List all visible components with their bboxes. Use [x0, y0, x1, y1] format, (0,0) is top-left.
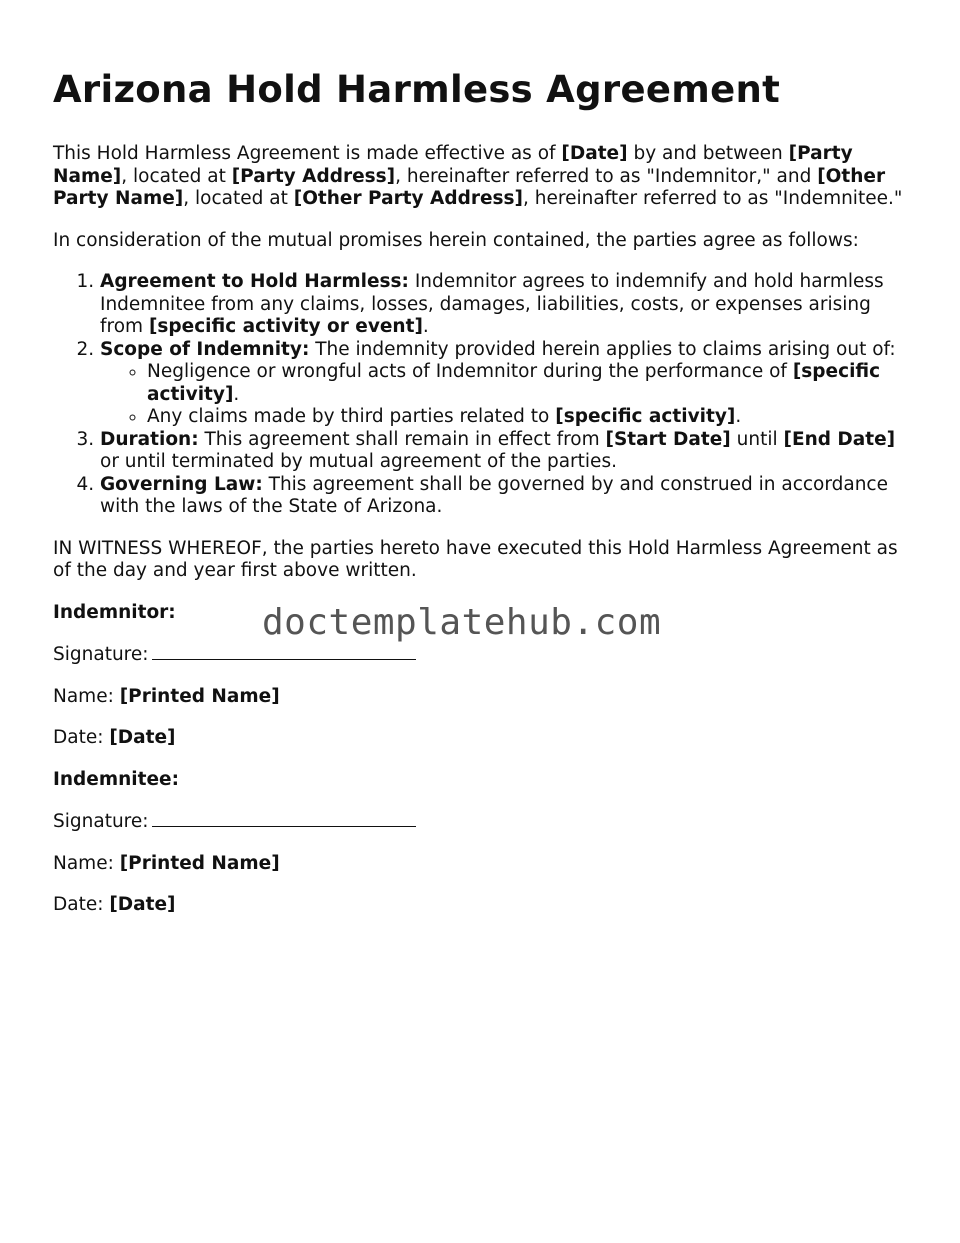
signature-line [152, 810, 416, 827]
scope-item-text: . [735, 406, 742, 427]
printed-name-placeholder: [Printed Name] [119, 685, 280, 707]
clauses-list [53, 271, 913, 519]
document-page [53, 62, 913, 936]
clause-text: or until terminated by mutual agreement of the parties. [100, 451, 617, 472]
name-label: Name: [53, 685, 114, 707]
clause-text: The indemnity provided herein applies to claims arising out of: [309, 338, 896, 360]
scope-item-third-party [147, 406, 913, 429]
end-date-placeholder: [End Date] [783, 428, 896, 450]
indemnitee-date-row [53, 894, 913, 917]
intro-text-2: by and between [627, 143, 789, 164]
indemnitor-signature-row [53, 643, 913, 667]
activity-placeholder: [specific activity] [147, 361, 881, 405]
intro-text-3: , located at [121, 165, 232, 187]
party-address-placeholder: [Party Address] [231, 165, 396, 187]
indemnitee-signature-row [53, 810, 913, 834]
intro-text-5: , located at [183, 188, 294, 209]
clause-text: . [422, 316, 429, 337]
indemnitor-name-row [53, 686, 913, 709]
consideration-paragraph: In consideration of the mutual promises herein contained, the parties agree as follows: [53, 229, 859, 251]
date-placeholder: [Date] [109, 894, 176, 915]
signature-label: Signature: [53, 811, 149, 832]
party-name-placeholder: [Party Name] [53, 143, 853, 187]
effective-date-placeholder: [Date] [561, 143, 628, 164]
indemnitee-name-row [53, 853, 913, 876]
clause-hold-harmless [100, 271, 913, 339]
scope-sublist [100, 361, 913, 429]
clause-heading: Duration: [100, 428, 199, 450]
scope-item-text: Any claims made by third parties related to [147, 406, 556, 427]
activity-placeholder: [specific activity] [555, 406, 736, 427]
indemnitee-heading: Indemnitee: [53, 768, 179, 790]
signature-label: Signature: [53, 644, 149, 665]
clause-heading: Scope of Indemnity: [100, 338, 310, 360]
printed-name-placeholder: [Printed Name] [119, 852, 280, 874]
scope-item-text: Negligence or wrongful acts of Indemnitor during the performance of [147, 361, 793, 382]
date-label: Date: [53, 894, 104, 915]
intro-text-4: , hereinafter referred to as "Indemnitor," and [395, 165, 818, 187]
clause-scope-of-indemnity [100, 339, 913, 429]
name-label: Name: [53, 852, 114, 874]
clause-text: This agreement shall be governed by and construed in accordance with the laws of the State of Arizona. [100, 473, 888, 517]
witness-paragraph: IN WITNESS WHEREOF, the parties hereto have executed this Hold Harmless Agreement as of the day and year first above written. [53, 537, 898, 581]
clause-text: until [730, 428, 784, 450]
clause-heading: Governing Law: [100, 473, 263, 495]
indemnitee-label [53, 769, 913, 792]
date-placeholder: [Date] [109, 727, 176, 748]
clause-text: Indemnitor agrees to indemnify and hold harmless Indemnitee from any claims, losses, damages, liabilities, costs, or expenses arising from [100, 271, 884, 337]
intro-text-1: This Hold Harmless Agreement is made effective as of [53, 143, 562, 164]
intro-paragraph [53, 143, 913, 211]
scope-item-text: . [233, 383, 240, 405]
date-label: Date: [53, 727, 104, 748]
document-title: Arizona Hold Harmless Agreement [53, 68, 781, 111]
clause-heading: Agreement to Hold Harmless: [100, 271, 409, 292]
indemnitor-heading: Indemnitor: [53, 601, 176, 623]
signature-line [152, 643, 416, 660]
intro-text-6: , hereinafter referred to as "Indemnitee." [523, 188, 903, 209]
start-date-placeholder: [Start Date] [605, 428, 731, 450]
other-party-address-placeholder: [Other Party Address] [293, 188, 524, 209]
clause-governing-law [100, 474, 913, 519]
other-party-name-placeholder: [Other Party Name] [53, 165, 886, 209]
scope-item-negligence [147, 361, 913, 406]
indemnitor-date-row [53, 727, 913, 750]
activity-placeholder: [specific activity or event] [148, 316, 423, 337]
watermark: doctemplatehub.com [262, 602, 662, 643]
clause-duration [100, 429, 913, 474]
clause-text: This agreement shall remain in effect from [198, 428, 606, 450]
